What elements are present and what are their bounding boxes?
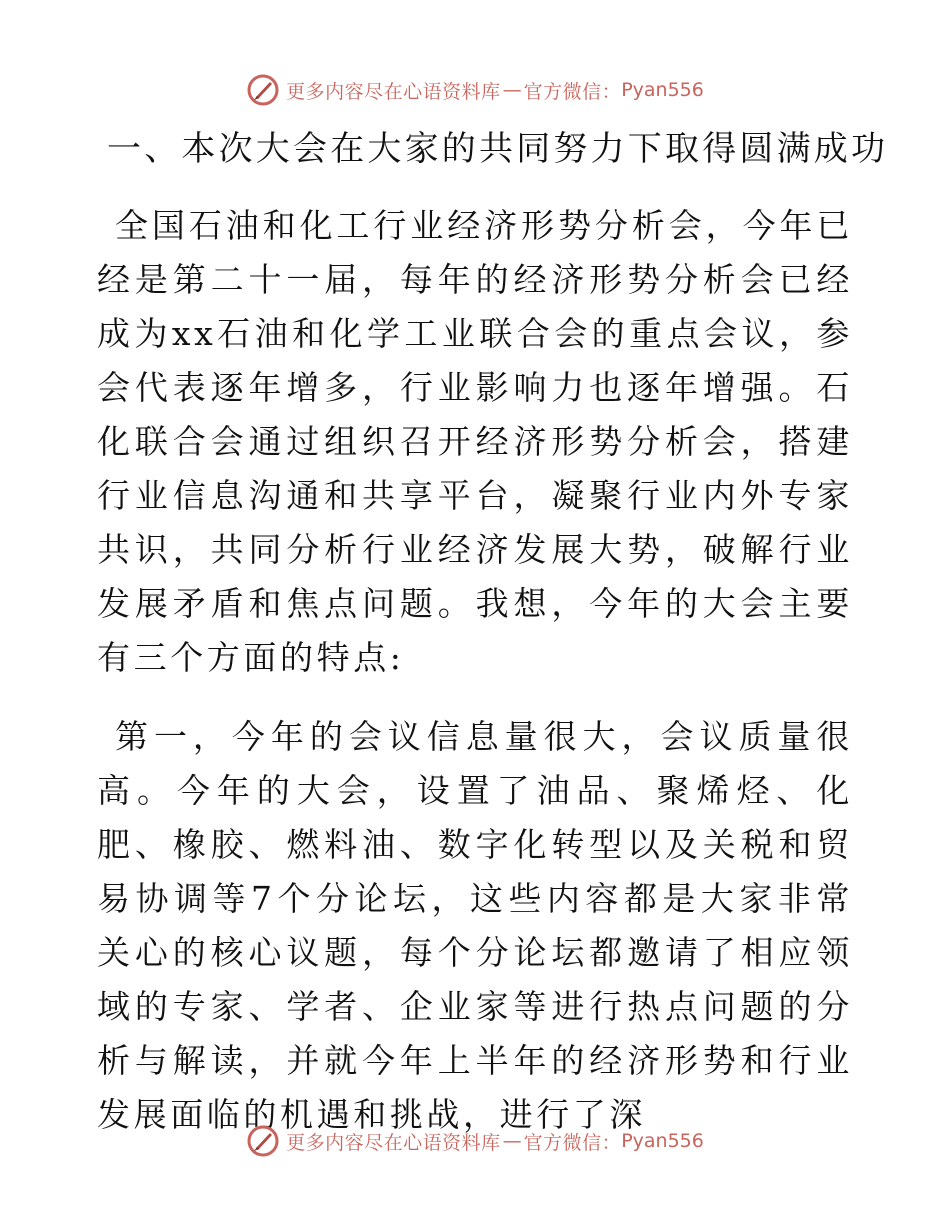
watermark-account: Pyan556 [621, 79, 704, 101]
watermark-separator: — [502, 79, 522, 101]
watermark-label: 官方微信： [523, 80, 622, 103]
watermark-account: Pyan556 [621, 1130, 704, 1152]
footer-watermark [0, 1121, 950, 1161]
watermark-separator: — [502, 1130, 522, 1152]
section-heading: 一、本次大会在大家的共同努力下取得圆满成功 [107, 129, 889, 169]
document-body [97, 122, 889, 1142]
red-quill-logo-icon [246, 73, 280, 107]
watermark-label: 官方微信： [523, 1131, 622, 1154]
watermark-text: 更多内容尽在心语资料库 [286, 1131, 501, 1154]
watermark-text: 更多内容尽在心语资料库 [286, 80, 501, 103]
red-quill-logo-icon [246, 1124, 280, 1158]
paragraph-overview: 全国石油和化工行业经济形势分析会，今年已经是第二十一届，每年的经济形势分析会已经成为xx石油和化学工业联合会的重点会议，参会代表逐年增多，行业影响力也逐年增强。石化联合会通过组织召开经济形势分析会，搭建行业信息沟通和共享平台，凝聚行业内外专家共识，共同分析行业经济发展大势，破解行业发展矛盾和焦点问题。我想，今年的大会主要有三个方面的特点: [97, 206, 853, 677]
header-watermark [0, 70, 950, 110]
paragraph-first-feature: 第一，今年的会议信息量很大，会议质量很高。今年的大会，设置了油品、聚烯烃、化肥、橡胶、燃料油、数字化转型以及关税和贸易协调等7个分论坛，这些内容都是大家非常关心的核心议题，每个分论坛都邀请了相应领域的专家、学者、企业家等进行热点问题的分析与解读，并就今年上半年的经济形势和行业发展面临的机遇和挑战，进行了深 [97, 717, 853, 1134]
